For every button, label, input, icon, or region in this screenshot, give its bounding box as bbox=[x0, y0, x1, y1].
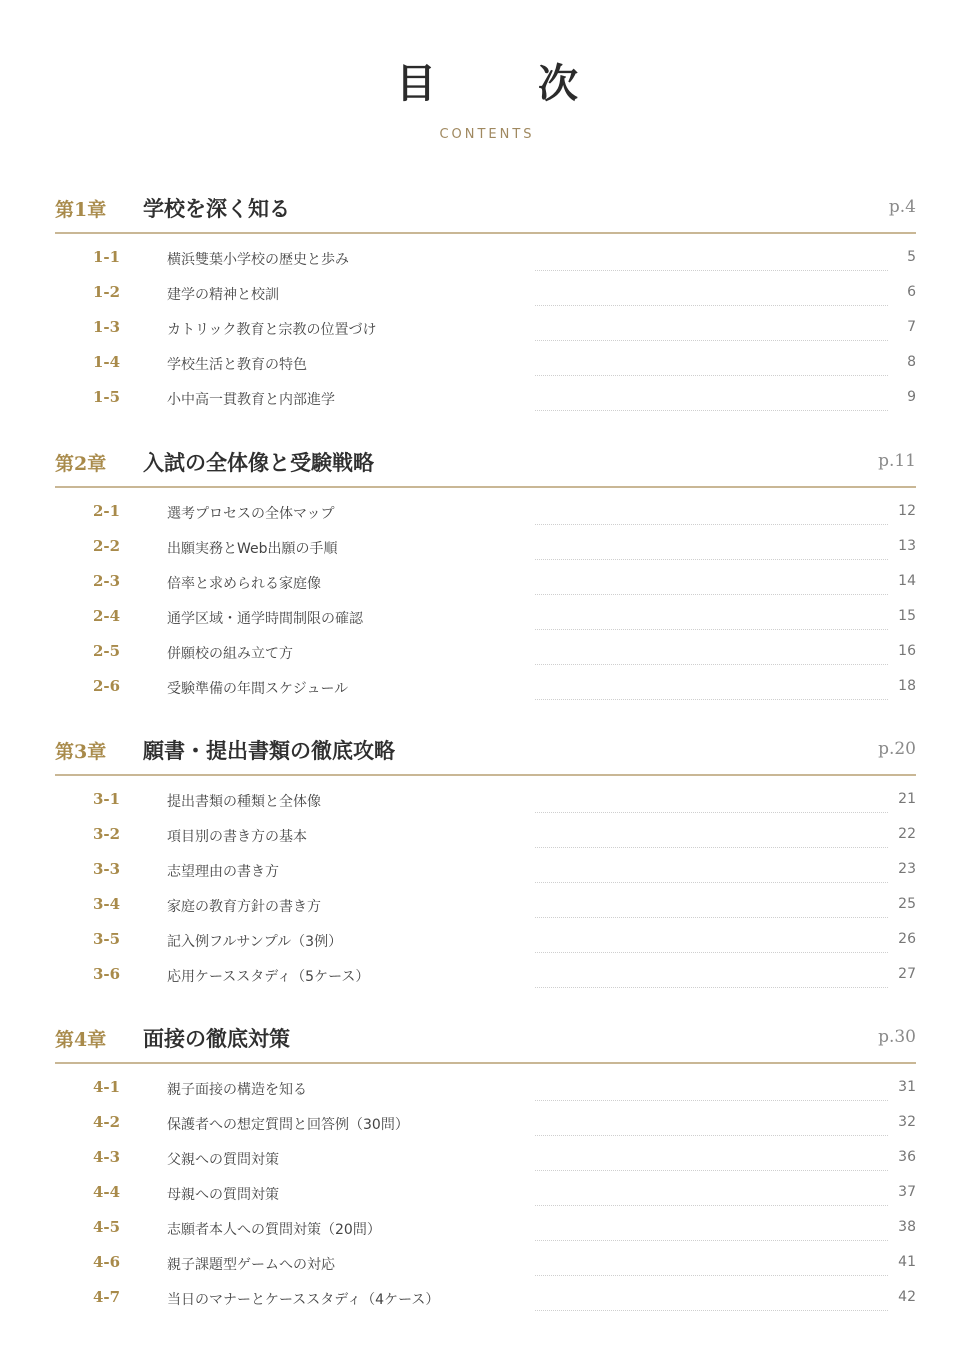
chapter-title: 入試の全体像と受験戦略 bbox=[143, 450, 374, 475]
toc-entry[interactable] bbox=[55, 1107, 916, 1142]
entry-page: 5 bbox=[907, 249, 916, 265]
entry-page: 7 bbox=[907, 319, 916, 335]
toc-entry[interactable] bbox=[55, 854, 916, 889]
entry-title: 受験準備の年間スケジュール bbox=[167, 681, 349, 697]
entry-title: 倍率と求められる家庭像 bbox=[167, 576, 321, 592]
chapter-title: 学校を深く知る bbox=[143, 196, 290, 221]
toc-entry[interactable] bbox=[55, 496, 916, 531]
page-subtitle: CONTENTS bbox=[439, 127, 535, 142]
toc-entry[interactable] bbox=[55, 1177, 916, 1212]
entry-title: カトリック教育と宗教の位置づけ bbox=[167, 322, 377, 338]
entry-page: 18 bbox=[898, 678, 916, 694]
entry-number: 3-6 bbox=[93, 965, 121, 983]
entry-title: 通学区域・通学時間制限の確認 bbox=[167, 611, 363, 627]
entry-page: 14 bbox=[898, 573, 916, 589]
entry-title: 提出書類の種類と全体像 bbox=[167, 794, 321, 810]
dot-leader bbox=[535, 559, 888, 560]
entry-title: 母親への質問対策 bbox=[167, 1187, 279, 1203]
dot-leader bbox=[535, 812, 888, 813]
chapter-number: 第1章 bbox=[55, 199, 107, 221]
entry-number: 4-5 bbox=[93, 1218, 121, 1236]
entry-number: 3-1 bbox=[93, 790, 121, 808]
toc-entry[interactable] bbox=[55, 636, 916, 671]
entry-title: 親子面接の構造を知る bbox=[167, 1082, 307, 1098]
chapter-number: 第2章 bbox=[55, 453, 107, 475]
dot-leader bbox=[535, 305, 888, 306]
dot-leader bbox=[535, 270, 888, 271]
chapter-header[interactable] bbox=[55, 1017, 916, 1064]
entry-title: 併願校の組み立て方 bbox=[167, 646, 293, 662]
entry-title: 志願者本人への質問対策（20問） bbox=[167, 1222, 381, 1238]
entry-number: 1-2 bbox=[93, 283, 121, 301]
entry-page: 41 bbox=[898, 1254, 916, 1270]
entry-number: 3-5 bbox=[93, 930, 121, 948]
dot-leader bbox=[535, 524, 888, 525]
toc-entry[interactable] bbox=[55, 671, 916, 706]
entry-page: 23 bbox=[898, 861, 916, 877]
entry-number: 4-2 bbox=[93, 1113, 121, 1131]
entry-page: 36 bbox=[898, 1149, 916, 1165]
entry-number: 1-1 bbox=[93, 248, 121, 266]
toc-entry[interactable] bbox=[55, 924, 916, 959]
dot-leader bbox=[535, 1240, 888, 1241]
toc-entry[interactable] bbox=[55, 1142, 916, 1177]
chapter-header[interactable] bbox=[55, 441, 916, 488]
entry-number: 4-4 bbox=[93, 1183, 121, 1201]
entry-title: 保護者への想定質問と回答例（30問） bbox=[167, 1117, 409, 1133]
toc-entry[interactable] bbox=[55, 1212, 916, 1247]
entry-page: 26 bbox=[898, 931, 916, 947]
entry-title: 父親への質問対策 bbox=[167, 1152, 279, 1168]
toc-entry[interactable] bbox=[55, 959, 916, 994]
chapter-page: p.30 bbox=[878, 1027, 916, 1047]
toc-entry[interactable] bbox=[55, 347, 916, 382]
entry-title: 志望理由の書き方 bbox=[167, 864, 279, 880]
dot-leader bbox=[535, 1205, 888, 1206]
entry-page: 25 bbox=[898, 896, 916, 912]
toc-entry[interactable] bbox=[55, 277, 916, 312]
chapter-3 bbox=[55, 729, 916, 985]
entry-title: 記入例フルサンプル（3例） bbox=[167, 934, 343, 950]
chapter-number: 第3章 bbox=[55, 741, 107, 763]
entry-page: 9 bbox=[907, 389, 916, 405]
toc-entry[interactable] bbox=[55, 1247, 916, 1282]
entry-number: 4-7 bbox=[93, 1288, 121, 1306]
dot-leader bbox=[535, 847, 888, 848]
entry-number: 1-5 bbox=[93, 388, 121, 406]
entry-title: 項目別の書き方の基本 bbox=[167, 829, 307, 845]
dot-leader bbox=[535, 882, 888, 883]
entry-number: 4-3 bbox=[93, 1148, 121, 1166]
toc-entry[interactable] bbox=[55, 601, 916, 636]
dot-leader bbox=[535, 1310, 888, 1311]
entry-page: 37 bbox=[898, 1184, 916, 1200]
dot-leader bbox=[535, 987, 888, 988]
toc-entry[interactable] bbox=[55, 566, 916, 601]
dot-leader bbox=[535, 1100, 888, 1101]
toc-entry[interactable] bbox=[55, 242, 916, 277]
entry-page: 32 bbox=[898, 1114, 916, 1130]
entry-page: 6 bbox=[907, 284, 916, 300]
entry-title: 当日のマナーとケーススタディ（4ケース） bbox=[167, 1292, 440, 1308]
dot-leader bbox=[535, 952, 888, 953]
dot-leader bbox=[535, 1170, 888, 1171]
dot-leader bbox=[535, 917, 888, 918]
chapter-title: 願書・提出書類の徹底攻略 bbox=[143, 738, 395, 763]
chapter-page: p.4 bbox=[888, 197, 916, 217]
page-title: 目 次 bbox=[396, 60, 622, 107]
dot-leader bbox=[535, 1275, 888, 1276]
toc-entry[interactable] bbox=[55, 531, 916, 566]
chapter-number: 第4章 bbox=[55, 1029, 107, 1051]
entry-title: 親子課題型ゲームへの対応 bbox=[167, 1257, 335, 1273]
entry-page: 12 bbox=[898, 503, 916, 519]
entry-page: 22 bbox=[898, 826, 916, 842]
entry-page: 16 bbox=[898, 643, 916, 659]
entry-page: 27 bbox=[898, 966, 916, 982]
chapter-header[interactable] bbox=[55, 187, 916, 234]
dot-leader bbox=[535, 664, 888, 665]
entry-number: 3-3 bbox=[93, 860, 121, 878]
chapter-header[interactable] bbox=[55, 729, 916, 776]
entry-number: 2-4 bbox=[93, 607, 121, 625]
chapter-page: p.11 bbox=[878, 451, 916, 471]
entry-number: 2-6 bbox=[93, 677, 121, 695]
entry-number: 2-2 bbox=[93, 537, 121, 555]
dot-leader bbox=[535, 699, 888, 700]
chapter-page: p.20 bbox=[878, 739, 916, 759]
entry-title: 建学の精神と校訓 bbox=[167, 287, 279, 303]
entry-page: 21 bbox=[898, 791, 916, 807]
entry-title: 横浜雙葉小学校の歴史と歩み bbox=[167, 252, 349, 268]
entry-title: 応用ケーススタディ（5ケース） bbox=[167, 969, 370, 985]
chapter-2 bbox=[55, 441, 916, 697]
dot-leader bbox=[535, 629, 888, 630]
toc-entry[interactable] bbox=[55, 819, 916, 854]
entry-page: 13 bbox=[898, 538, 916, 554]
chapter-1 bbox=[55, 187, 916, 408]
entry-title: 学校生活と教育の特色 bbox=[167, 357, 307, 373]
entry-title: 選考プロセスの全体マップ bbox=[167, 506, 335, 522]
entry-page: 15 bbox=[898, 608, 916, 624]
entry-number: 4-1 bbox=[93, 1078, 121, 1096]
toc-entry[interactable] bbox=[55, 1282, 916, 1317]
entry-number: 3-4 bbox=[93, 895, 121, 913]
dot-leader bbox=[535, 594, 888, 595]
toc-entry[interactable] bbox=[55, 1072, 916, 1107]
dot-leader bbox=[535, 340, 888, 341]
entry-number: 4-6 bbox=[93, 1253, 121, 1271]
entry-title: 小中高一貫教育と内部進学 bbox=[167, 392, 335, 408]
entry-page: 31 bbox=[898, 1079, 916, 1095]
toc-entry[interactable] bbox=[55, 889, 916, 924]
chapter-title: 面接の徹底対策 bbox=[143, 1026, 290, 1051]
dot-leader bbox=[535, 1135, 888, 1136]
toc-entry[interactable] bbox=[55, 784, 916, 819]
entry-page: 42 bbox=[898, 1289, 916, 1305]
dot-leader bbox=[535, 375, 888, 376]
entry-number: 1-3 bbox=[93, 318, 121, 336]
entry-number: 2-1 bbox=[93, 502, 121, 520]
entry-page: 38 bbox=[898, 1219, 916, 1235]
chapter-4 bbox=[55, 1017, 916, 1308]
dot-leader bbox=[535, 410, 888, 411]
toc-entry[interactable] bbox=[55, 382, 916, 417]
entry-number: 2-5 bbox=[93, 642, 121, 660]
entry-title: 出願実務とWeb出願の手順 bbox=[167, 541, 338, 557]
entry-page: 8 bbox=[907, 354, 916, 370]
entry-number: 3-2 bbox=[93, 825, 121, 843]
entry-number: 1-4 bbox=[93, 353, 121, 371]
toc-entry[interactable] bbox=[55, 312, 916, 347]
entry-number: 2-3 bbox=[93, 572, 121, 590]
entry-title: 家庭の教育方針の書き方 bbox=[167, 899, 321, 915]
